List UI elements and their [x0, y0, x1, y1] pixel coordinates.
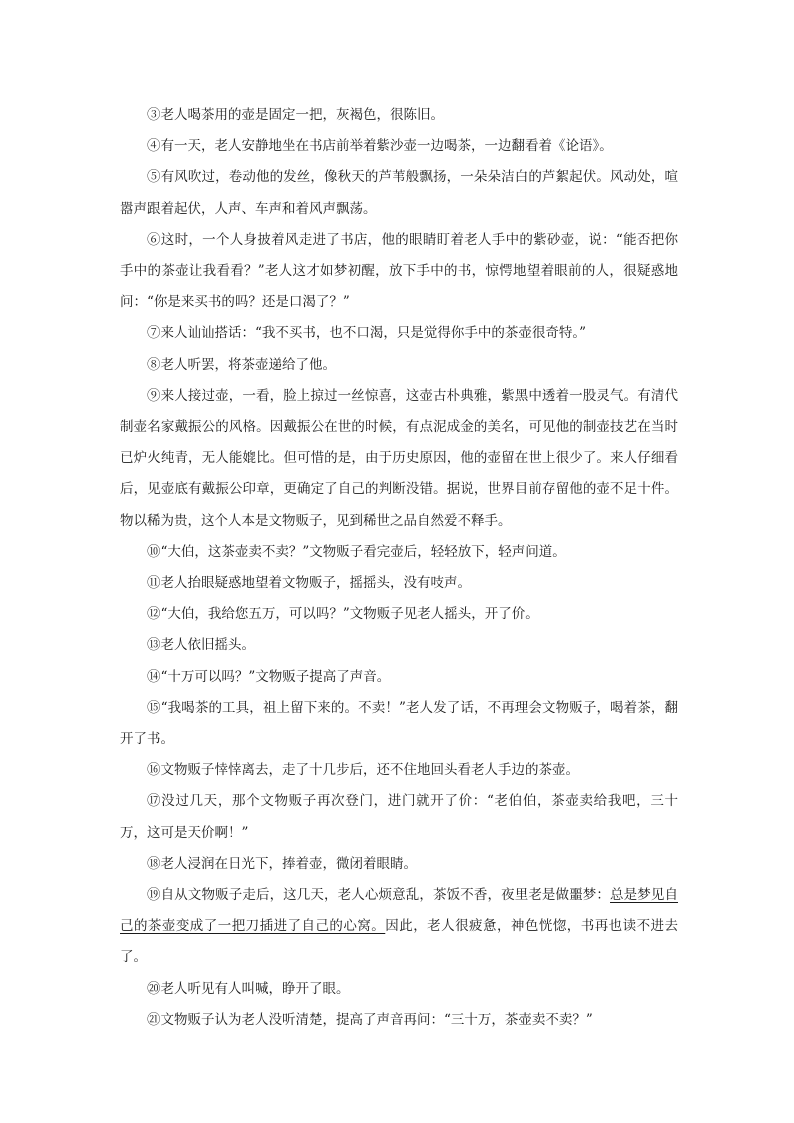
underlined-sentence: 总是梦见自己的茶壶变成了一把刀插进了自己的心窝。	[120, 887, 679, 935]
paragraph-8: ⑧老人听罢，将茶壶递给了他。	[147, 356, 336, 373]
paragraph-12: ⑫“大伯，我给您五万，可以吗？”文物贩子见老人摇头，开了价。	[147, 606, 539, 623]
story-text	[120, 100, 678, 1036]
paragraph-7: ⑦来人讪讪搭话：“我不买书，也不口渴，只是觉得你手中的茶壶很奇特。”	[147, 325, 587, 342]
paragraph-17: ⑰没过几天，那个文物贩子再次登门，进门就开了价：“老伯伯，茶壶卖给我吧，三十万，这可是天价啊！”	[120, 793, 678, 841]
paragraph-19	[120, 880, 678, 974]
paragraph-18: ⑱老人浸润在日光下，捧着壶，微闭着眼睛。	[147, 855, 417, 872]
paragraph-19-start: ⑲自从文物贩子走后，这几天，老人心烦意乱，茶饭不香，夜里老是做噩梦：	[147, 887, 611, 904]
paragraph-3: ③老人喝茶用的壶是固定一把，灰褐色，很陈旧。	[147, 107, 444, 123]
paragraph-4: ④有一天，老人安静地坐在书店前举着紫沙壶一边喝茶，一边翻看着《论语》。	[147, 138, 613, 155]
paragraph-20: ⑳老人听见有人叫喊，睁开了眼。	[147, 980, 350, 997]
paragraph-10: ⑩“大伯，这茶壶卖不卖？”文物贩子看完壶后，轻轻放下，轻声问道。	[147, 543, 566, 560]
paragraph-16: ⑯文物贩子悻悻离去，走了十几步后，还不住地回头看老人手边的茶壶。	[147, 762, 579, 779]
paragraph-5: ⑤有风吹过，卷动他的发丝，像秋天的芦苇般飘扬，一朵朵洁白的芦絮起伏。风动处，喧嚣声跟着起伏，人声、车声和着风声飘荡。	[120, 169, 678, 217]
paragraph-6: ⑥这时，一个人身披着风走进了书店，他的眼睛盯着老人手中的紫砂壶，说：“能否把你手中的茶壶让我看看？”老人这才如梦初醒，放下手中的书，惊愕地望着眼前的人，很疑惑地问：“你是来买书的吗？还是口渴了？”	[120, 231, 678, 311]
paragraph-15: ⑮“我喝茶的工具，祖上留下来的。不卖！”老人发了话，不再理会文物贩子，喝着茶，翻开了书。	[120, 699, 678, 748]
paragraph-11: ⑪老人抬眼疑惑地望着文物贩子，摇摇头，没有吱声。	[147, 575, 471, 592]
paragraph-9: ⑨来人接过壶，一看，脸上掠过一丝惊喜，这壶古朴典雅，紫黑中透着一股灵气。有清代制壶名家戴振公的风格。因戴振公在世的时候，有点泥成金的美名，可见他的制壶技艺在当时已炉火纯青，无人能媲比。但可惜的是，由于历史原因，他的壶留在世上很少了。来人仔细看后，见壶底有戴振公印章，更确定了自己的判断没错。据说，世界目前存留他的壶不足十件。物以稀为贵，这个人本是文物贩子，见到稀世之品自然爱不释手。	[120, 387, 678, 529]
paragraph-21: ㉑文物贩子认为老人没听清楚，提高了声音再问：“三十万，茶壶卖不卖？”	[147, 1011, 593, 1028]
paragraph-14: ⑭“十万可以吗？”文物贩子提高了声音。	[147, 668, 391, 685]
paragraph-13: ⑬老人依旧摇头。	[147, 637, 255, 654]
paragraph-19-end: 因此，老人很疲惫，神色恍惚，书再也读不进去了。	[120, 918, 679, 966]
